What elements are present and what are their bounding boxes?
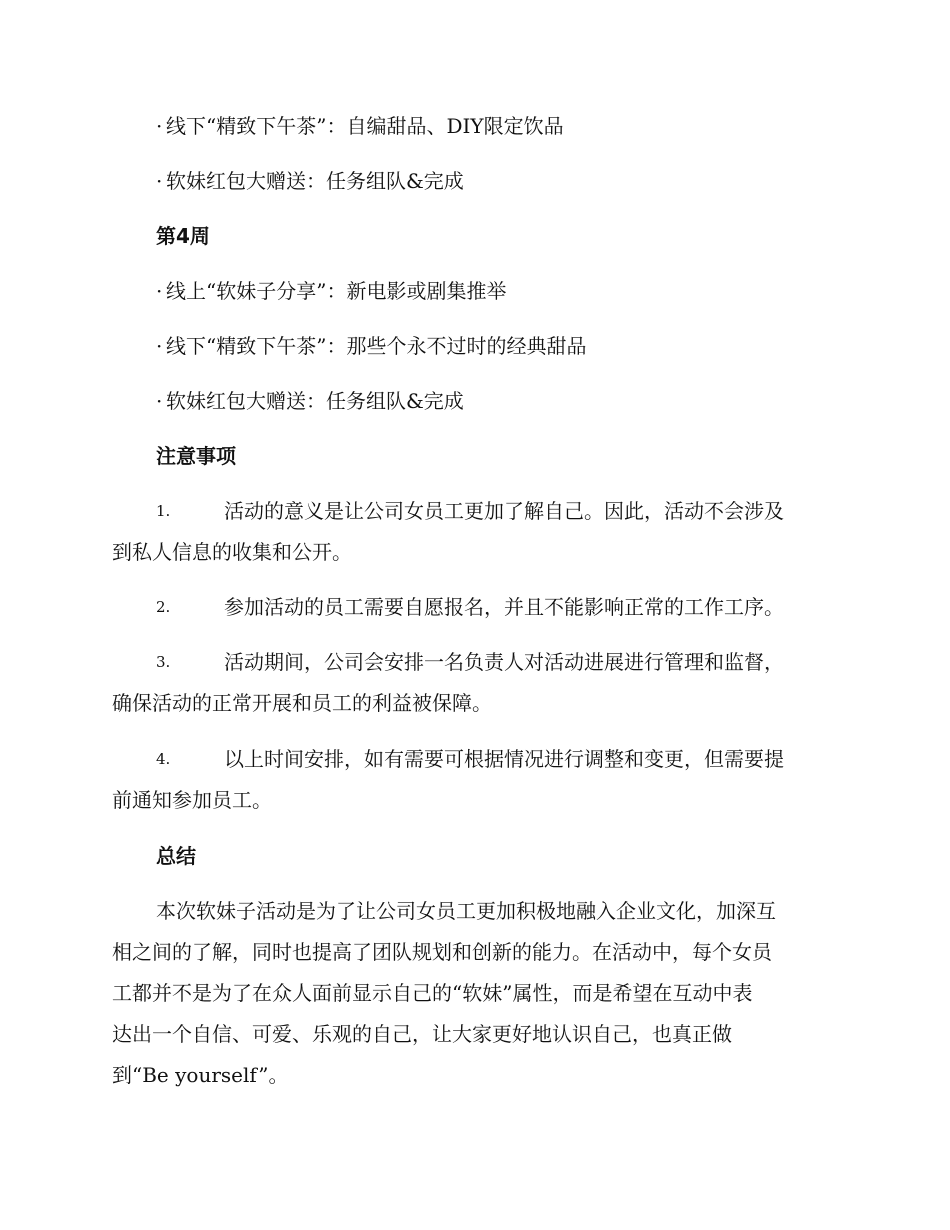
bullet-item <box>156 277 506 305</box>
bullet-marker: · <box>156 279 163 303</box>
summary-heading: 总结 <box>156 844 196 868</box>
bullet-text: 线上“软妹子分享”：新电影或剧集推举 <box>166 279 507 303</box>
note-text-continued: 确保活动的正常开展和员工的利益被保障。 <box>112 691 492 715</box>
week4-heading: 第4周 <box>156 224 210 248</box>
bullet-text: 线下“精致下午茶”：自编甜品、DIY限定饮品 <box>166 114 564 138</box>
bullet-text: 软妹红包大赠送：任务组队&完成 <box>166 169 464 193</box>
notes-heading: 注意事项 <box>156 444 236 468</box>
note-number: 4. <box>156 750 171 768</box>
bullet-item <box>156 332 586 360</box>
note-text-continued: 到私人信息的收集和公开。 <box>112 540 352 564</box>
bullet-item <box>156 167 464 195</box>
note-text: 参加活动的员工需要自愿报名，并且不能影响正常的工作工序。 <box>224 595 784 619</box>
summary-paragraph-line: 工都并不是为了在众人面前显示自己的“软妹”属性，而是希望在互动中表 <box>112 981 753 1005</box>
summary-paragraph-line: 本次软妹子活动是为了让公司女员工更加积极地融入企业文化，加深互 <box>156 899 776 923</box>
summary-paragraph-line: 到“Be yourself”。 <box>112 1063 289 1087</box>
summary-paragraph-line: 达出一个自信、可爱、乐观的自己，让大家更好地认识自己，也真正做 <box>112 1022 732 1046</box>
note-text-continued: 前通知参加员工。 <box>112 788 272 812</box>
bullet-marker: · <box>156 114 163 138</box>
bullet-item <box>156 387 464 415</box>
bullet-item <box>156 112 564 140</box>
note-text: 以上时间安排，如有需要可根据情况进行调整和变更，但需要提 <box>224 747 784 771</box>
note-number: 1. <box>156 502 171 520</box>
bullet-marker: · <box>156 169 163 193</box>
note-number: 2. <box>156 598 171 616</box>
bullet-text: 软妹红包大赠送：任务组队&完成 <box>166 389 464 413</box>
bullet-marker: · <box>156 334 163 358</box>
bullet-text: 线下“精致下午茶”：那些个永不过时的经典甜品 <box>166 334 587 358</box>
bullet-marker: · <box>156 389 163 413</box>
note-number: 3. <box>156 653 171 671</box>
note-text: 活动的意义是让公司女员工更加了解自己。因此，活动不会涉及 <box>224 499 784 523</box>
note-text: 活动期间，公司会安排一名负责人对活动进展进行管理和监督， <box>224 650 784 674</box>
summary-paragraph-line: 相之间的了解，同时也提高了团队规划和创新的能力。在活动中，每个女员 <box>112 940 772 964</box>
